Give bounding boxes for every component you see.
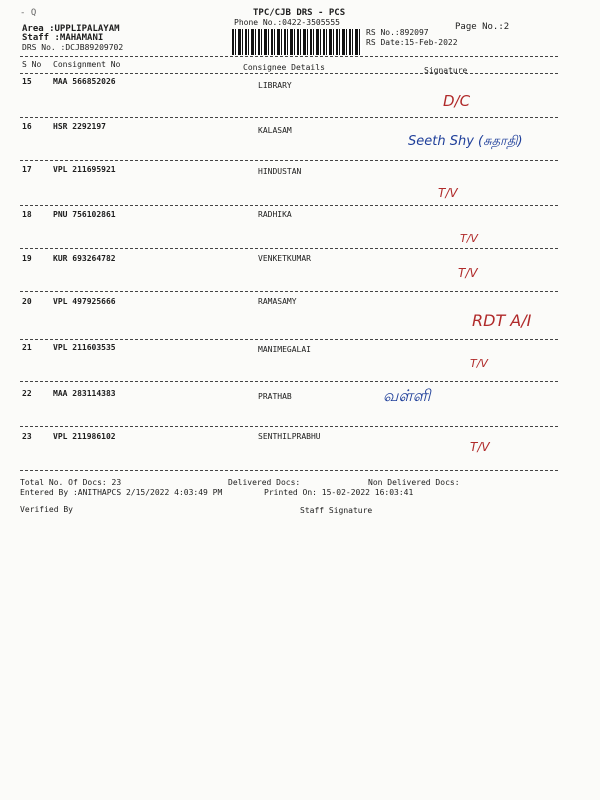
row-divider: [20, 160, 558, 161]
rs-number: RS No.:892097: [366, 28, 429, 37]
row-consignee: LIBRARY: [258, 81, 292, 90]
rs-date: RS Date:15-Feb-2022: [366, 38, 458, 47]
table-row: [0, 343, 600, 355]
row-consignment: PNU 756102861: [53, 210, 116, 219]
handwritten-signature: Seeth Shy (சுதாதி): [408, 134, 523, 149]
row-sno: 18: [22, 210, 32, 219]
printed-on: Printed On: 15-02-2022 16:03:41: [264, 488, 414, 497]
row-divider: [20, 470, 558, 471]
row-sno: 19: [22, 254, 32, 263]
row-sno: 17: [22, 165, 32, 174]
column-divider: [20, 73, 558, 74]
row-consignee: KALASAM: [258, 126, 292, 135]
area-label: Area :UPPLIPALAYAM: [22, 24, 120, 34]
row-consignment: VPL 497925666: [53, 297, 116, 306]
handwritten-signature: RDT A/I: [472, 311, 532, 330]
handwritten-signature: T/V: [470, 357, 488, 370]
table-row: [0, 297, 600, 309]
row-consignment: VPL 211986102: [53, 432, 116, 441]
row-sno: 20: [22, 297, 32, 306]
row-consignee: SENTHILPRABHU: [258, 432, 321, 441]
staff-label: Staff :MAHAMANI: [22, 33, 104, 43]
column-consignment: Consignment No: [53, 60, 121, 69]
handwritten-signature: T/V: [470, 440, 490, 454]
table-row: [0, 77, 600, 89]
row-sno: 22: [22, 389, 32, 398]
row-consignment: HSR 2292197: [53, 122, 106, 131]
row-divider: [20, 381, 558, 382]
handwritten-signature: T/V: [438, 186, 458, 200]
barcode: [232, 29, 362, 55]
row-consignment: VPL 211603535: [53, 343, 116, 352]
row-consignee: RADHIKA: [258, 210, 292, 219]
column-signature: Signature: [424, 66, 468, 75]
table-row: [0, 389, 600, 401]
table-row: [0, 254, 600, 266]
handwritten-signature: T/V: [458, 266, 478, 280]
row-consignment: VPL 211695921: [53, 165, 116, 174]
row-divider: [20, 426, 558, 427]
phone-number: Phone No.:0422-3505555: [234, 18, 340, 27]
row-consignee: RAMASAMY: [258, 297, 297, 306]
row-sno: 23: [22, 432, 32, 441]
handwritten-signature: D/C: [443, 92, 471, 110]
total-docs: Total No. Of Docs: 23: [20, 478, 122, 487]
column-consignee: Consignee Details: [243, 63, 325, 72]
row-consignment: MAA 283114383: [53, 389, 116, 398]
staff-signature: Staff Signature: [300, 506, 373, 515]
row-divider: [20, 291, 558, 292]
row-consignee: PRATHAB: [258, 392, 292, 401]
row-divider: [20, 248, 558, 249]
delivered-docs: Delivered Docs:: [228, 478, 301, 487]
row-divider: [20, 339, 558, 340]
corner-mark: - Q: [20, 8, 37, 18]
table-row: [0, 432, 600, 444]
column-sno: S No: [22, 60, 42, 69]
page-number: Page No.:2: [455, 22, 510, 32]
handwritten-signature: வள்ளி: [383, 386, 431, 405]
row-divider: [20, 205, 558, 206]
entered-by: Entered By :ANITHAPCS 2/15/2022 4:03:49 PM: [20, 488, 223, 497]
row-consignment: KUR 693264782: [53, 254, 116, 263]
document-title: TPC/CJB DRS - PCS: [253, 8, 346, 18]
row-divider: [20, 117, 558, 118]
table-row: [0, 122, 600, 134]
non-delivered-docs: Non Delivered Docs:: [368, 478, 460, 487]
row-sno: 15: [22, 77, 32, 86]
row-consignee: VENKETKUMAR: [258, 254, 311, 263]
table-row: [0, 165, 600, 177]
row-sno: 21: [22, 343, 32, 352]
row-sno: 16: [22, 122, 32, 131]
drs-number: DRS No. :DCJB89209702: [22, 43, 124, 52]
table-row: [0, 210, 600, 222]
verified-by: Verified By: [20, 505, 73, 514]
row-consignment: MAA 566852026: [53, 77, 116, 86]
row-consignee: MANIMEGALAI: [258, 345, 311, 354]
row-consignee: HINDUSTAN: [258, 167, 302, 176]
handwritten-signature: T/V: [460, 232, 478, 245]
header-divider: [20, 56, 558, 57]
